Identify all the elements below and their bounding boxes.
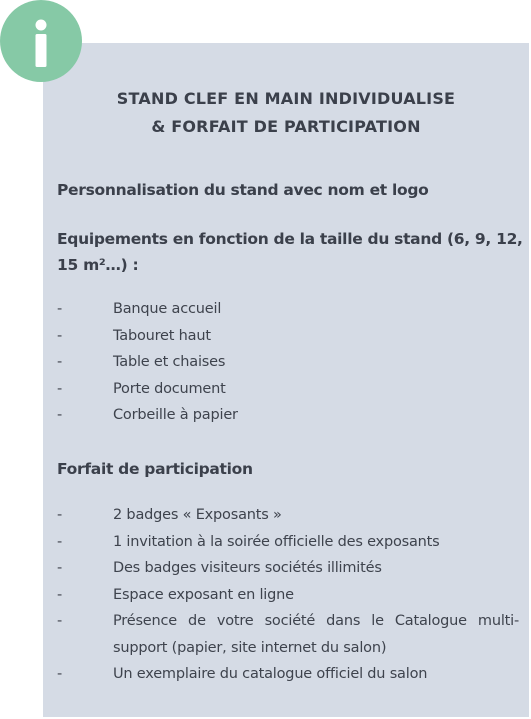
list-item — [57, 349, 519, 376]
forfait-list — [57, 502, 519, 688]
bullet-dash: - — [57, 301, 63, 317]
list-item — [57, 661, 519, 688]
list-item — [57, 502, 519, 529]
list-item-text: Des badges visiteurs sociétés illimités — [113, 560, 382, 576]
bullet-dash: - — [57, 560, 63, 576]
list-item — [57, 529, 519, 556]
bullet-dash: - — [57, 507, 63, 523]
list-item — [57, 582, 519, 609]
bullet-dash: - — [57, 327, 63, 344]
list-item-text: Porte document — [113, 380, 226, 397]
list-item-text: Corbeille à papier — [113, 407, 238, 423]
list-item-text: 2 badges « Exposants » — [113, 507, 282, 523]
page-title — [43, 85, 529, 141]
list-item-text: Espace exposant en ligne — [113, 586, 294, 603]
list-item-text: 1 invitation à la soirée officielle des exposants — [113, 533, 440, 550]
list-item-text: Table et chaises — [113, 354, 226, 370]
bullet-dash: - — [57, 533, 63, 550]
bullet-dash: - — [57, 380, 63, 397]
title-line-2: & FORFAIT DE PARTICIPATION — [151, 117, 421, 136]
equipements-list — [57, 296, 519, 429]
title-line-1: STAND CLEF EN MAIN INDIVIDUALISE — [116, 89, 456, 108]
list-item — [57, 376, 519, 403]
bullet-dash: - — [57, 666, 63, 682]
list-item — [57, 402, 519, 429]
list-item-text: Banque accueil — [113, 301, 222, 317]
forfait-heading: Forfait de participation — [57, 460, 253, 478]
list-item-text: Tabouret haut — [113, 327, 211, 344]
equipements-heading: Equipements en fonction de la taille du stand (6, 9, 12, 15 m²…) : — [57, 230, 523, 274]
list-item — [57, 323, 519, 350]
bullet-dash: - — [57, 613, 63, 629]
bullet-dash: - — [57, 407, 63, 423]
list-item-text: Présence de votre société dans le Catalogue multi-support (papier, site internet du salon) — [113, 613, 519, 656]
list-item — [57, 555, 519, 582]
bullet-dash: - — [57, 354, 63, 370]
info-icon — [0, 0, 82, 82]
list-item-text: Un exemplaire du catalogue officiel du salon — [113, 666, 428, 682]
list-item — [57, 608, 519, 661]
personalisation-heading: Personnalisation du stand avec nom et logo — [57, 181, 429, 199]
info-glyph — [0, 0, 82, 82]
list-item — [57, 296, 519, 323]
bullet-dash: - — [57, 586, 63, 603]
